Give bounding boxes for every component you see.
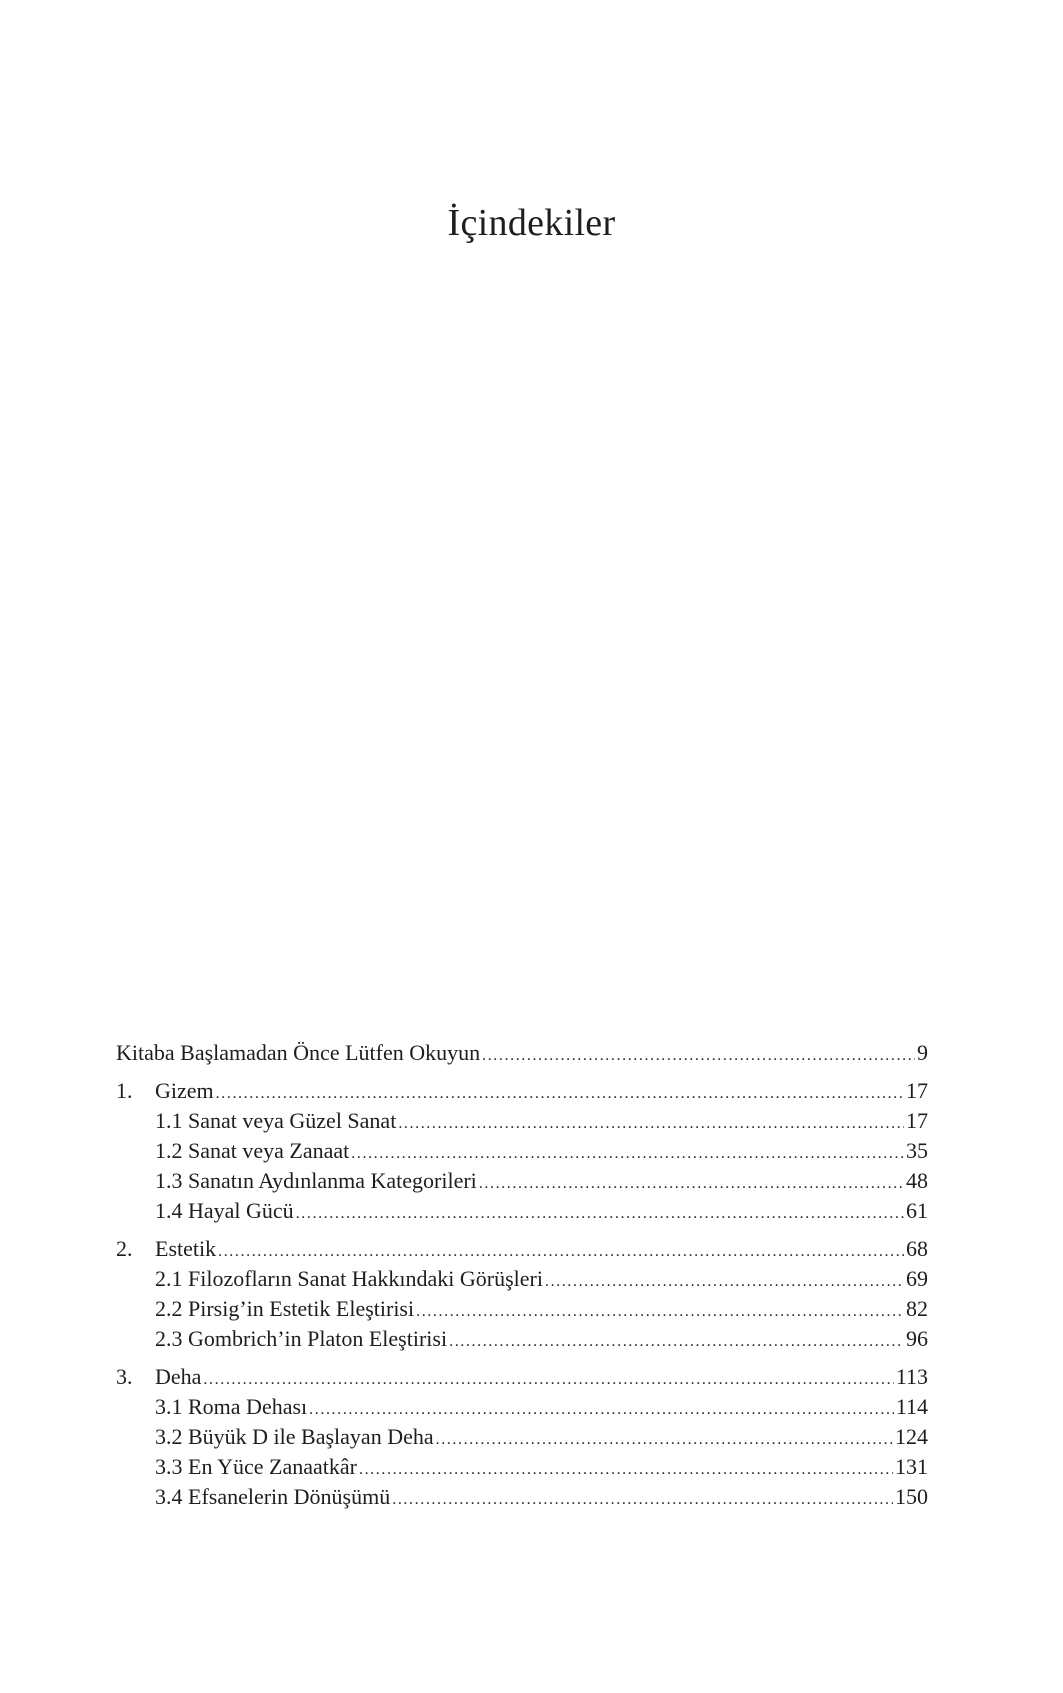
toc-section-3-2[interactable] xyxy=(116,1422,928,1452)
toc-leader-dots xyxy=(449,1327,904,1357)
toc-chapter-label: Gizem xyxy=(155,1078,214,1103)
toc-chapter-page: 113 xyxy=(895,1364,928,1389)
toc-chapter-number: 3. xyxy=(116,1364,133,1389)
toc-leader-dots xyxy=(398,1109,904,1139)
toc-section-label: 1.3 Sanatın Aydınlanma Kategorileri xyxy=(155,1168,477,1193)
toc-section-1-3[interactable] xyxy=(116,1166,928,1196)
toc-chapter-3[interactable] xyxy=(116,1362,928,1392)
toc-section-label: 2.2 Pirsig’in Estetik Eleştirisi xyxy=(155,1296,415,1321)
toc-section-3-4[interactable] xyxy=(116,1482,928,1512)
toc-section-label: 3.2 Büyük D ile Başlayan Deha xyxy=(155,1424,434,1449)
toc-section-label: 1.1 Sanat veya Güzel Sanat xyxy=(155,1108,397,1133)
toc-section-label: 3.3 En Yüce Zanaatkâr xyxy=(155,1454,357,1479)
toc-leader-dots xyxy=(436,1425,893,1455)
toc-chapter-2[interactable] xyxy=(116,1234,928,1264)
toc-chapter-1[interactable] xyxy=(116,1076,928,1106)
toc-entry-label: Kitaba Başlamadan Önce Lütfen Okuyun xyxy=(116,1040,481,1065)
toc-section-page: 35 xyxy=(906,1138,928,1163)
toc-leader-dots xyxy=(392,1485,893,1515)
toc-leader-dots xyxy=(296,1199,904,1229)
toc-section-2-1[interactable] xyxy=(116,1264,928,1294)
toc-section-page: 131 xyxy=(895,1454,928,1479)
toc-chapter-number: 1. xyxy=(116,1078,133,1103)
toc-chapter-page: 68 xyxy=(906,1236,928,1261)
toc-entry-intro[interactable] xyxy=(116,1038,928,1068)
toc-section-page: 48 xyxy=(906,1168,928,1193)
toc-leader-dots xyxy=(203,1365,893,1395)
toc-section-label: 1.2 Sanat veya Zanaat xyxy=(155,1138,350,1163)
toc-section-page: 114 xyxy=(895,1394,928,1419)
toc-section-3-3[interactable] xyxy=(116,1452,928,1482)
toc-section-page: 96 xyxy=(906,1326,928,1351)
toc-entry-page: 9 xyxy=(917,1040,928,1065)
toc-section-label: 3.1 Roma Dehası xyxy=(155,1394,308,1419)
toc-leader-dots xyxy=(479,1169,904,1199)
toc-section-2-2[interactable] xyxy=(116,1294,928,1324)
toc-leader-dots xyxy=(416,1297,904,1327)
toc-section-page: 82 xyxy=(906,1296,928,1321)
page-title: İçindekiler xyxy=(447,202,616,245)
toc-leader-dots xyxy=(359,1455,893,1485)
toc-leader-dots xyxy=(216,1079,904,1109)
toc-leader-dots xyxy=(309,1395,894,1425)
toc-chapter-number: 2. xyxy=(116,1236,133,1261)
toc-section-page: 69 xyxy=(906,1266,928,1291)
toc-section-1-1[interactable] xyxy=(116,1106,928,1136)
toc-section-1-2[interactable] xyxy=(116,1136,928,1166)
toc-leader-dots xyxy=(545,1267,904,1297)
toc-section-2-3[interactable] xyxy=(116,1324,928,1354)
toc-section-label: 2.3 Gombrich’in Platon Eleştirisi xyxy=(155,1326,448,1351)
toc-leader-dots xyxy=(482,1041,915,1071)
toc-section-page: 150 xyxy=(895,1484,928,1509)
toc-section-page: 17 xyxy=(906,1108,928,1133)
toc-section-label: 1.4 Hayal Gücü xyxy=(155,1198,294,1223)
toc-section-3-1[interactable] xyxy=(116,1392,928,1422)
toc-chapter-label: Deha xyxy=(155,1364,202,1389)
toc-section-page: 61 xyxy=(906,1198,928,1223)
table-of-contents xyxy=(116,1038,928,1512)
toc-leader-dots xyxy=(351,1139,904,1169)
toc-chapter-label: Estetik xyxy=(155,1236,217,1261)
toc-section-label: 2.1 Filozofların Sanat Hakkındaki Görüşleri xyxy=(155,1266,543,1291)
toc-chapter-page: 17 xyxy=(906,1078,928,1103)
toc-leader-dots xyxy=(218,1237,904,1267)
toc-section-page: 124 xyxy=(895,1424,928,1449)
toc-section-label: 3.4 Efsanelerin Dönüşümü xyxy=(155,1484,391,1509)
toc-section-1-4[interactable] xyxy=(116,1196,928,1226)
